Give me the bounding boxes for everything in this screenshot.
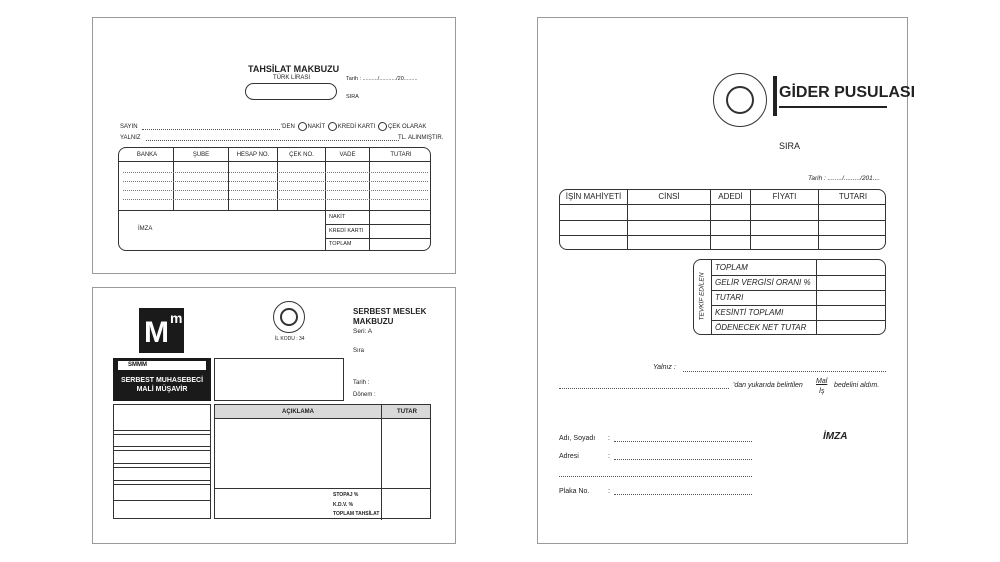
gider-title: GİDER PUSULASI: [779, 84, 916, 101]
smm-title-1: SERBEST MESLEK: [353, 307, 427, 316]
badge-code: SMMM: [118, 361, 206, 370]
total-card: KREDİ KARTI: [329, 228, 364, 234]
sum-kesinti: KESİNTİ TOPLAMI: [715, 308, 784, 317]
col-tutar: TUTARI: [390, 152, 412, 158]
toplam-tahsilat: TOPLAM TAHSİLAT: [333, 511, 380, 517]
card-checkbox[interactable]: [328, 122, 337, 131]
adresi-line-2[interactable]: [559, 476, 752, 477]
smm-title-2: MAKBUZU: [353, 317, 394, 326]
logo-sup: m: [170, 310, 183, 326]
from-suffix: 'DEN: [281, 124, 295, 131]
kdv-label: K.D.V. %: [333, 502, 354, 508]
seal-text: İL KODU : 34: [275, 336, 305, 342]
option-cash: NAKİT: [307, 124, 326, 131]
tahsilat-receipt: [92, 17, 456, 274]
tahsilat-date: Tarih : ........../.........../20.........: [346, 76, 418, 82]
col-tutari: TUTARI: [838, 192, 868, 201]
badge-line2: MALİ MÜŞAVİR: [136, 386, 188, 393]
col-vade: VADE: [339, 152, 356, 158]
title-bar: [773, 76, 777, 116]
tahsilat-title: TAHSİLAT MAKBUZU: [248, 64, 340, 74]
col-sube: ŞUBE: [192, 152, 210, 158]
side-label: TEVKİF EDİLEN: [698, 272, 706, 321]
sayin-line: [142, 129, 280, 130]
amount-box[interactable]: [245, 83, 337, 100]
plaka-line[interactable]: [614, 494, 752, 495]
col-cek: ÇEK NO.: [289, 152, 314, 158]
sum-net: ÖDENECEK NET TUTAR: [715, 323, 807, 332]
received-label: TL. ALINMIŞTIR.: [398, 135, 444, 141]
col-cinsi: CİNSİ: [658, 192, 680, 201]
frac-top: Mal: [816, 378, 828, 385]
col-hesap: HESAP NO.: [236, 152, 270, 158]
yalniz-line: [683, 371, 886, 372]
col-banka: BANKA: [136, 152, 158, 158]
option-card: KREDİ KARTI: [337, 124, 376, 131]
total-cash: NAKİT: [329, 214, 346, 220]
plaka-colon: :: [608, 488, 610, 495]
smm-tarih: Tarih :: [353, 380, 370, 386]
frac-bottom: İş: [819, 388, 825, 395]
col-tutar-smm: TUTAR: [397, 409, 417, 415]
tahsilat-table: [118, 147, 431, 251]
adi-line[interactable]: [614, 441, 752, 442]
seal-icon: [273, 301, 305, 333]
plaka-label: Plaka No.: [559, 488, 590, 495]
option-check: ÇEK OLARAK: [387, 124, 427, 131]
col-mahiyet: İŞİN MAHİYETİ: [565, 192, 622, 201]
yalniz-line: [146, 140, 399, 141]
cash-checkbox[interactable]: [298, 122, 307, 131]
sum-tutari: TUTARI: [715, 293, 744, 302]
smm-seri: Seri: A: [353, 328, 373, 335]
sum-toplam: TOPLAM: [715, 263, 748, 272]
imza-label: İMZA: [138, 226, 153, 232]
col-fiyati: FİYATI: [772, 192, 797, 201]
seal-icon: [713, 73, 767, 127]
col-adedi: ADEDİ: [718, 192, 743, 201]
check-checkbox[interactable]: [378, 122, 387, 131]
smm-donem: Dönem :: [353, 392, 376, 398]
payment-options: [281, 122, 426, 131]
gider-imza: İMZA: [823, 431, 848, 442]
badge-line1: SERBEST MUHASEBECİ: [120, 377, 204, 384]
smmm-badge: [113, 358, 211, 401]
statement-line: [559, 388, 729, 389]
tahsilat-currency: TÜRK LİRASI: [273, 75, 311, 81]
col-aciklama: AÇIKLAMA: [282, 409, 314, 415]
stopaj-label: STOPAJ %: [333, 492, 359, 498]
adresi-label: Adresi: [559, 453, 579, 460]
adi-label: Adı, Soyadı: [559, 435, 596, 442]
title-underline: [779, 106, 887, 108]
yalniz-label: YALNIZ: [120, 135, 141, 141]
smm-sira: Sıra: [353, 348, 365, 354]
statement-text: 'dan yukarıda belirtilen: [733, 382, 803, 389]
description-table: [214, 404, 431, 519]
adresi-line[interactable]: [614, 459, 752, 460]
gider-summary-table: [693, 259, 886, 335]
logo-main: M: [144, 316, 169, 349]
left-column-box: [113, 404, 211, 519]
smm-receipt: [92, 287, 456, 544]
gider-tarih: Tarih : ......../........./201....: [808, 175, 881, 182]
total-sum: TOPLAM: [329, 241, 352, 247]
smm-logo: [139, 308, 184, 353]
gider-sira: SIRA: [779, 141, 801, 151]
gider-receipt: [537, 17, 916, 544]
gider-items-table: [559, 189, 886, 250]
adi-colon: :: [608, 435, 610, 442]
yalniz-label: Yalnız :: [653, 364, 676, 371]
adresi-colon: :: [608, 453, 610, 460]
client-box[interactable]: [214, 358, 344, 401]
tahsilat-sira: SIRA: [346, 94, 359, 100]
statement-end: bedelini aldım.: [834, 382, 880, 389]
sum-vergi: GELİR VERGİSİ ORANI %: [715, 278, 811, 287]
sayin-label: SAYIN: [120, 124, 138, 130]
